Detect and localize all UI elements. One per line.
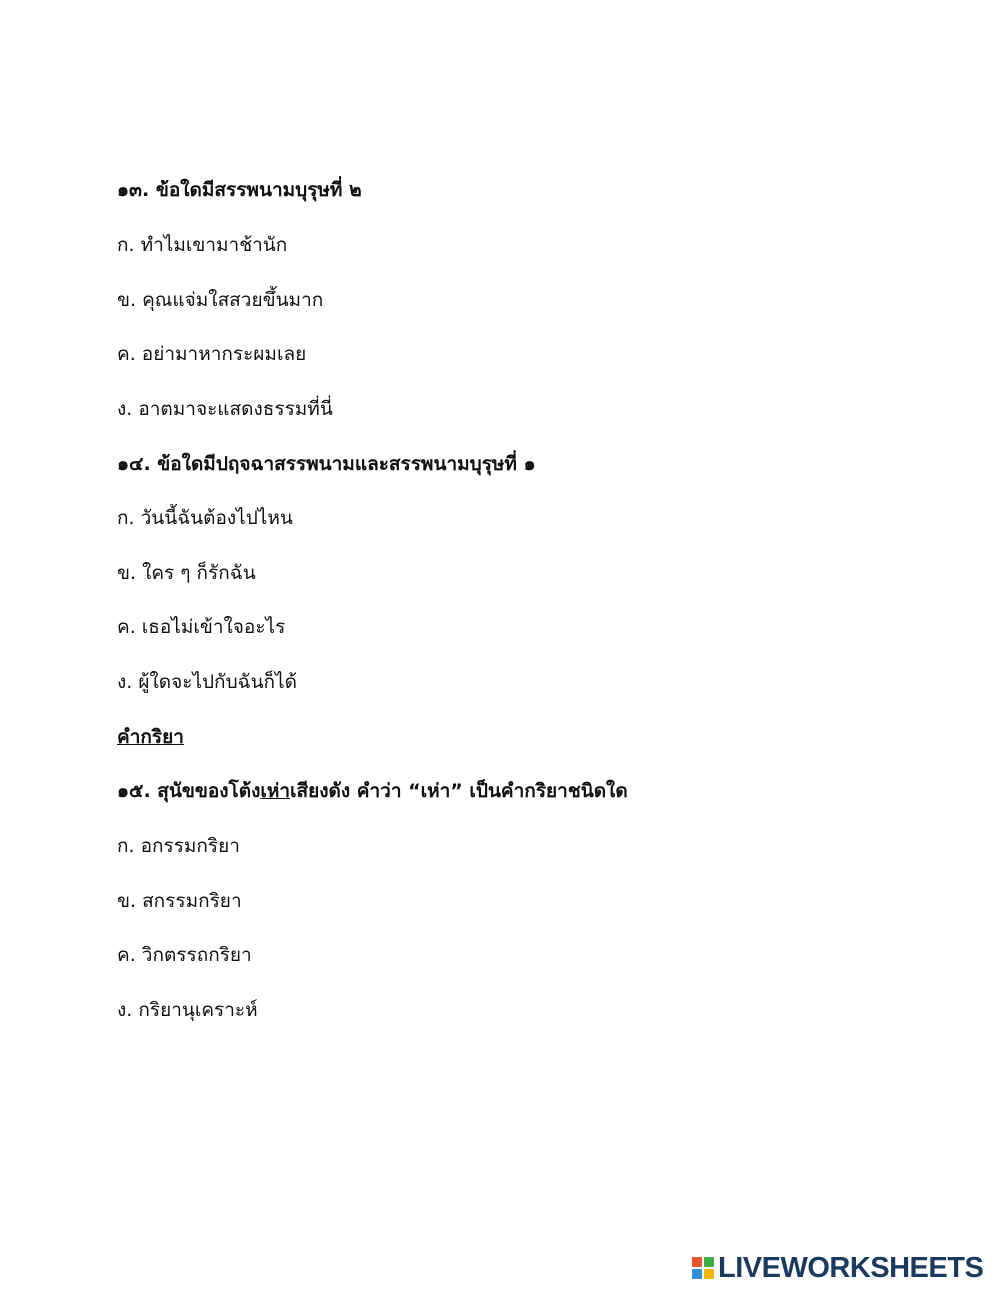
logo-square-3 bbox=[692, 1269, 702, 1279]
q15-option-d: ง. กริยานุเคราะห์ bbox=[117, 999, 258, 1021]
q15-option-a: ก. อกรรมกริยา bbox=[117, 835, 240, 857]
q15-title-after: เสียงดัง คำว่า “เห่า” เป็นคำกริยาชนิดใด bbox=[290, 780, 628, 802]
logo-square-4 bbox=[704, 1269, 714, 1279]
q13-option-d: ง. อาตมาจะแสดงธรรมที่นี่ bbox=[117, 398, 333, 420]
q15-option-c: ค. วิกตรรถกริยา bbox=[117, 944, 252, 966]
q14-option-b: ข. ใคร ๆ ก็รักฉัน bbox=[117, 562, 256, 584]
q13-option-a: ก. ทำไมเขามาช้านัก bbox=[117, 234, 288, 256]
logo-square-1 bbox=[692, 1257, 702, 1267]
liveworksheets-logo-icon bbox=[692, 1257, 714, 1279]
q14-option-c: ค. เธอไม่เข้าใจอะไร bbox=[117, 616, 286, 638]
section-heading-verbs: คำกริยา bbox=[117, 726, 184, 748]
question-14-title: ๑๔. ข้อใดมีปฤจฉาสรรพนามและสรรพนามบุรุษที่ ๑ bbox=[117, 453, 536, 475]
q15-option-b: ข. สกรรมกริยา bbox=[117, 890, 242, 912]
liveworksheets-logo-text: LIVEWORKSHEETS bbox=[718, 1251, 984, 1284]
q13-option-c: ค. อย่ามาหากระผมเลย bbox=[117, 343, 307, 365]
q14-option-d: ง. ผู้ใดจะไปกับฉันก็ได้ bbox=[117, 671, 297, 693]
q14-option-a: ก. วันนี้ฉันต้องไปไหน bbox=[117, 507, 293, 529]
question-13-title: ๑๓. ข้อใดมีสรรพนามบุรุษที่ ๒ bbox=[117, 179, 362, 201]
liveworksheets-logo bbox=[692, 1251, 983, 1285]
q15-title-underlined-word: เห่า bbox=[260, 780, 291, 802]
q15-title-before: ๑๕. สุนัขของโต้ง bbox=[117, 780, 261, 802]
question-15-title bbox=[117, 778, 628, 804]
q13-option-b: ข. คุณแจ่มใสสวยขึ้นมาก bbox=[117, 289, 324, 311]
logo-square-2 bbox=[704, 1257, 714, 1267]
